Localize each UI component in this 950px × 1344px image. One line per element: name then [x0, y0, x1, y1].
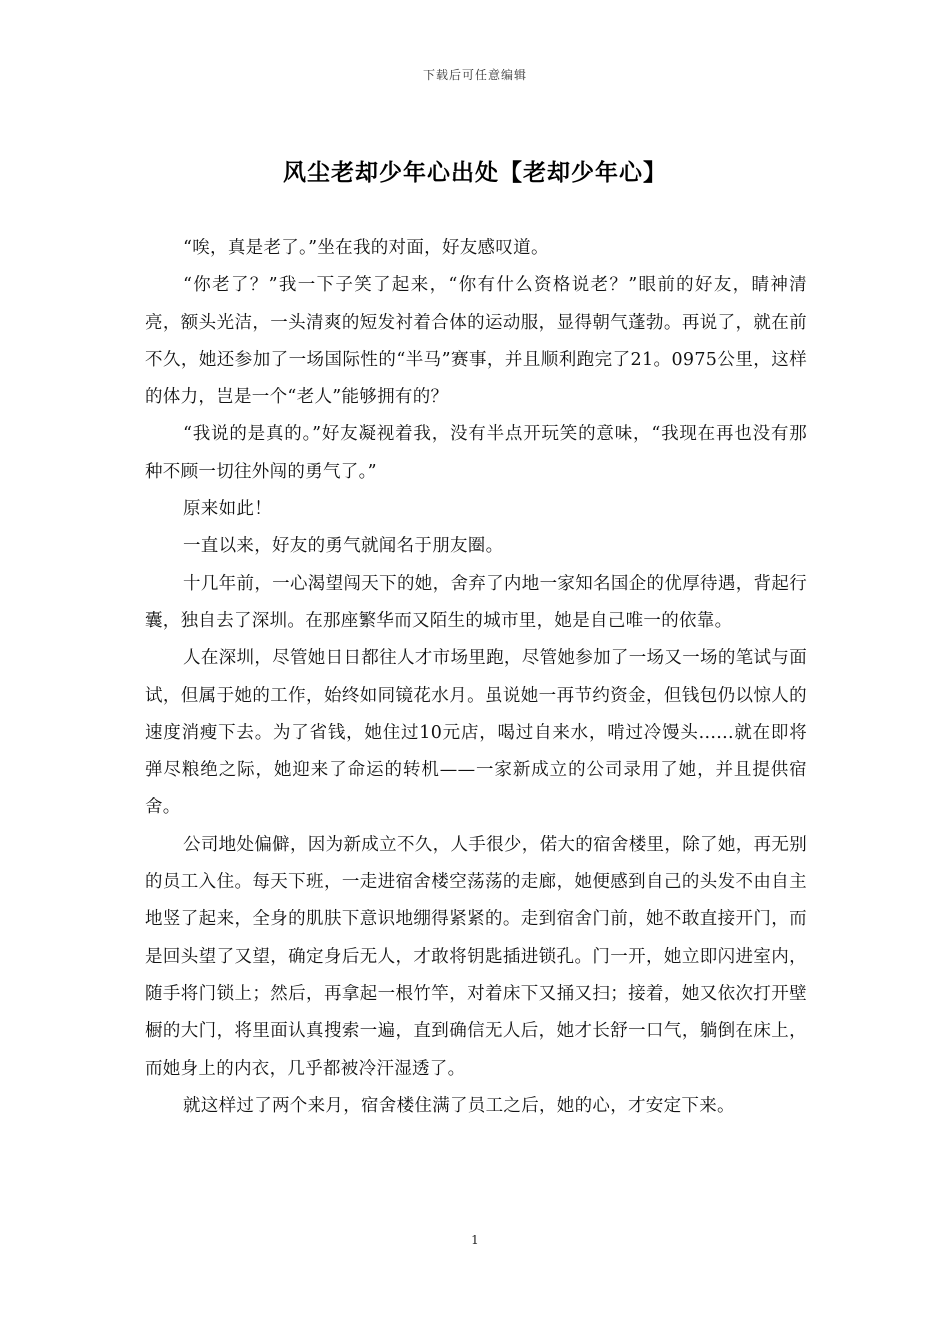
- paragraph: 十几年前，一心渴望闯天下的她，舍弃了内地一家知名国企的优厚待遇，背起行囊，独自去了深圳。在那座繁华而又陌生的城市里，她是自己唯一的依靠。: [145, 573, 807, 631]
- document-title: 风尘老却少年心出处【老却少年心】: [283, 160, 667, 186]
- page-number: 1: [471, 1233, 479, 1247]
- paragraph: 公司地处偏僻，因为新成立不久，人手很少，偌大的宿舍楼里，除了她，再无别的员工入住。每天下班，一走进宿舍楼空荡荡的走廊，她便感到自己的头发不由自主地竖了起来，全身的肌肤下意识地绷得紧紧的。走到宿舍门前，她不敢直接开门，而是回头望了又望，确定身后无人，才敢将钥匙插进锁孔。门一开，她立即闪进室内，随手将门锁上；然后，再拿起一根竹竿，对着床下又捅又扫；接着，她又依次打开壁橱的大门，将里面认真搜索一遍，直到确信无人后，她才长舒一口气，躺倒在床上，而她身上的内衣，几乎都被冷汗湿透了。: [145, 834, 807, 1079]
- paragraph: 人在深圳，尽管她日日都往人才市场里跑，尽管她参加了一场又一场的笔试与面试，但属于她的工作，始终如同镜花水月。虽说她一再节约资金，但钱包仍以惊人的速度消瘦下去。为了省钱，她住过10元店，喝过自来水，啃过冷馒头......就在即将弹尽粮绝之际，她迎来了命运的转机——一家新成立的公司录用了她，并且提供宿舍。: [145, 648, 807, 818]
- header-note: 下载后可任意编辑: [422, 68, 527, 82]
- paragraph: “我说的是真的。”好友凝视着我，没有半点开玩笑的意味，“我现在再也没有那种不顾一切往外闯的勇气了。”: [145, 424, 807, 482]
- paragraph: “你老了？”我一下子笑了起来，“你有什么资格说老？”眼前的好友，睛神清亮，额头光洁，一头清爽的短发衬着合体的运动服，显得朝气蓬勃。再说了，就在前不久，她还参加了一场国际性的“半马”赛事，并且顺利跑完了21。0975公里，这样的体力，岂是一个“老人”能够拥有的？: [145, 275, 807, 408]
- paragraph: 一直以来，好友的勇气就闻名于朋友圈。: [183, 536, 504, 557]
- paragraph: 原来如此！: [183, 499, 272, 520]
- paragraph: 就这样过了两个来月，宿舍楼住满了员工之后，她的心，才安定下来。: [183, 1095, 735, 1116]
- document-body: [145, 230, 807, 1125]
- paragraph: “唉，真是老了。”坐在我的对面，好友感叹道。: [183, 238, 549, 258]
